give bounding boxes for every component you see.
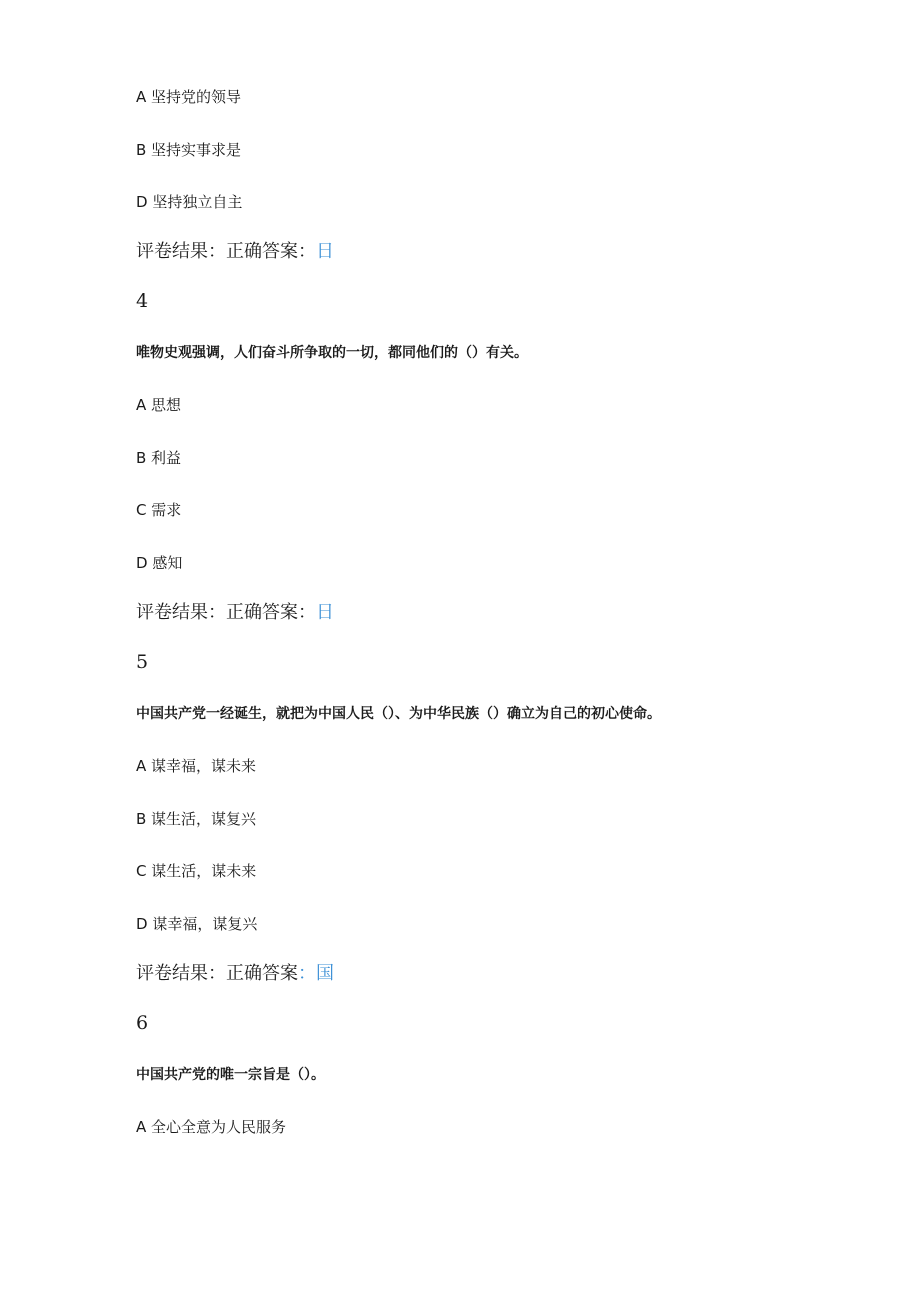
- q3-result: [136, 240, 334, 264]
- question-number-5: 5: [136, 651, 149, 673]
- q3-option-b: B 坚持实事求是: [136, 141, 242, 159]
- q6-option-a: A 全心全意为人民服务: [136, 1118, 287, 1136]
- q6-question-text: 中国共产党的唯一宗旨是（）。: [136, 1067, 325, 1083]
- q4-option-d: D 感知: [136, 554, 183, 572]
- question-number-6: 6: [136, 1012, 149, 1034]
- result-label: 评卷结果：正确答案: [136, 963, 298, 984]
- q4-result: [136, 601, 334, 625]
- q4-option-a: A 思想: [136, 396, 182, 414]
- q4-option-b: B 利益: [136, 449, 182, 467]
- q5-question-text: 中国共产党一经诞生，就把为中国人民（）、为中华民族（）确立为自己的初心使命。: [136, 706, 661, 722]
- q5-option-c: C 谋生活，谋未来: [136, 862, 257, 880]
- q3-option-d: D 坚持独立自主: [136, 193, 243, 211]
- q5-result: [136, 962, 334, 986]
- result-label: 评卷结果：正确答案：: [136, 241, 316, 262]
- question-number-4: 4: [136, 290, 149, 312]
- correct-answer: ：国: [298, 963, 334, 984]
- correct-answer: 日: [316, 602, 334, 623]
- result-label: 评卷结果：正确答案：: [136, 602, 316, 623]
- q5-option-d: D 谋幸福，谋复兴: [136, 915, 258, 933]
- correct-answer: 日: [316, 241, 334, 262]
- q4-question-text: 唯物史观强调，人们奋斗所争取的一切，都同他们的（）有关。: [136, 345, 528, 361]
- q3-option-a: A 坚持党的领导: [136, 88, 242, 106]
- q4-option-c: C 需求: [136, 501, 182, 519]
- q5-option-b: B 谋生活，谋复兴: [136, 810, 257, 828]
- q5-option-a: A 谋幸福，谋未来: [136, 757, 257, 775]
